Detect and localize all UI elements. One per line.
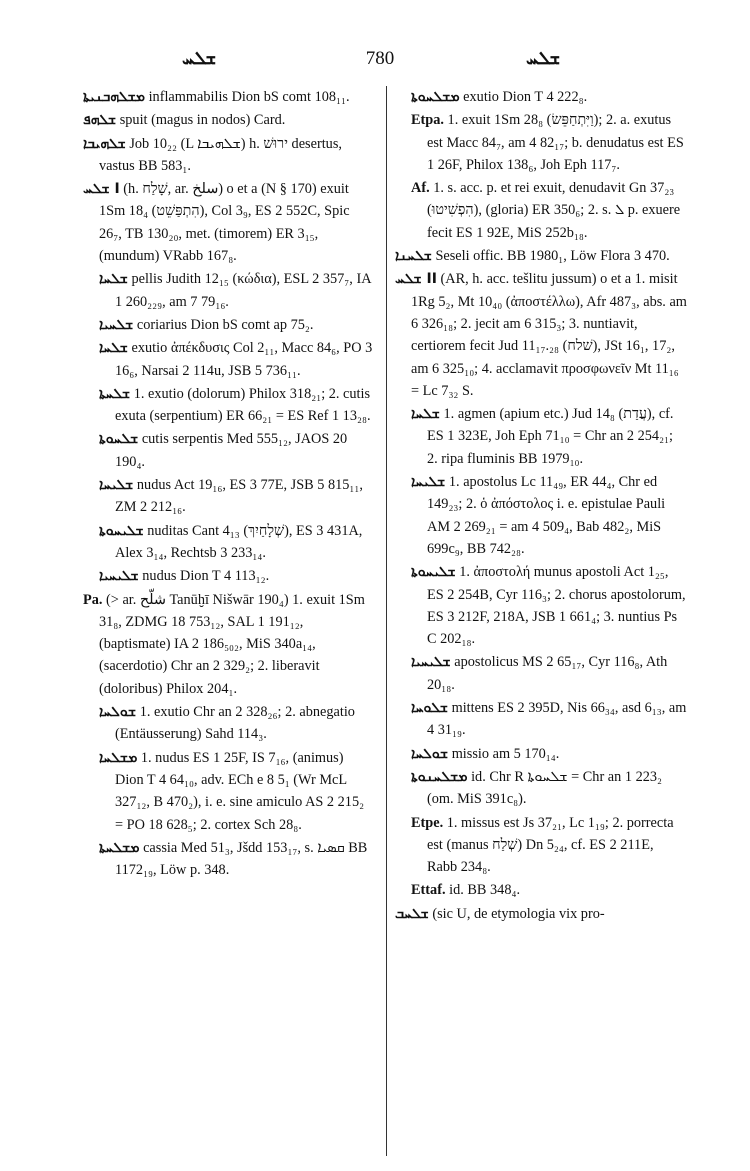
page-number: 780 — [365, 48, 395, 69]
syriac-headword: ܫܠܚܐ — [99, 340, 128, 357]
syriac-headword: ܫܠܚܐ — [99, 271, 128, 288]
column-divider — [386, 86, 387, 1156]
syriac-headword: ܫܠܝܚܐ — [411, 474, 446, 491]
syriac-headword: ܡܫܠܚܬܐ — [99, 839, 140, 856]
syriac-headword: ܡܫܠܚܐ — [99, 749, 138, 766]
dictionary-entry — [99, 565, 373, 587]
entry-text: Job 10₂₂ (L ܫܠܗܝܒܐ) h. ירוּשׁ desertus, vastus BB 583₁. — [99, 135, 342, 174]
syriac-headword: ܫܘܠܚܐ — [99, 704, 137, 721]
dictionary-entry — [99, 268, 373, 313]
entry-text: (sic U, de etymologia vix pro- — [432, 905, 605, 922]
entry-text: missio am 5 170₁₄. — [451, 745, 560, 762]
dictionary-entry — [411, 812, 687, 879]
entry-text: Etpe. 1. missus est Js 37₂₁, Lc 1₁₉; 2. porrecta est (manus שְׁלַח) Dn 5₂₄, cf. ES 2 211E, Rabb 234₈. — [411, 814, 674, 876]
entry-text: pellis Judith 12₁₅ (κώδια), ESL 2 357₇, IA 1 260₂₂₉, am 7 79₁₆. — [115, 271, 371, 310]
dictionary-entry — [411, 403, 687, 470]
running-head-left: ܫܠܚ — [182, 48, 217, 69]
entry-text: Etpa. 1. exuit 1Sm 28₈ (וַיִּתְחַפֵּשׂ); 2. a. exutus est Macc 84₇, am 4 82₁₇; b. denudatus est ES 1 26F, Philox 138₆, Joh Eph 117₇. — [411, 112, 684, 173]
entry-text: Pa. (> ar. شلّح Tanūḫī Nišwār 190₄) 1. exuit 1Sm 31₈, ZDMG 18 753₁₂, SAL 1 191₁₂, (baptismate) IA 2 186₅₀₂, MiS 340a₁₄, (sacerdotio) Chr an 2 329₂; 2. liberavit (doloribus) Philox 204₁. — [83, 591, 365, 697]
entry-text: id. Chr R ܫܠܚܘܬܐ = Chr an 1 223₂ (om. MiS 391c₈). — [427, 768, 662, 808]
syriac-headword: ܡܫܠܚܘܬܐ — [411, 89, 460, 105]
dictionary-entry — [411, 651, 687, 696]
entry-text: apostolicus MS 2 65₁₇, Cyr 116₈, Ath 20₁₈. — [427, 654, 668, 693]
dictionary-entry — [99, 837, 373, 882]
entry-text: exutio Dion T 4 222₈. — [463, 89, 588, 105]
dictionary-entry — [411, 109, 687, 176]
syriac-headword: ܫܠܚܝܐ — [99, 316, 134, 333]
dictionary-entry — [411, 766, 687, 811]
running-head-right: ܫܠܚ — [526, 48, 561, 69]
entry-text: mittens ES 2 395D, Nis 66₃₄, asd 6₁₃, am 4 31₁₉. — [427, 700, 687, 739]
dictionary-entry — [99, 701, 373, 746]
entry-text: nudus Dion T 4 113₁₂. — [142, 568, 270, 585]
entry-text: nudus Act 19₁₆, ES 3 77E, JSB 5 815₁₁, ZM 2 212₁₆. — [115, 477, 363, 516]
syriac-headword: ܫܠܗܝܒܐ — [83, 135, 126, 152]
entry-text: Af. 1. s. acc. p. et rei exuit, denudavit Gn 37₂₃ (הִפְשִׁיטוּ), (gloria) ER 350₆; 2. s. ܠ p. exuere fecit ES 1 92E, MiS 252b₁₈. — [411, 180, 681, 241]
entry-text: 1. apostolus Lc 11₄₉, ER 44₄, Chr ed 149₂₃; 2. ὁ ἀπόστολος i. e. epistulae Pauli AM 2 269₂₁ = am 4 509₄, Bab 482₂, MiS 699c₉, BB 742₂₈. — [427, 474, 666, 557]
entry-text: inflammabilis Dion bS comt 108₁₁. — [148, 89, 350, 105]
dictionary-entry — [99, 314, 373, 336]
dictionary-entry — [99, 474, 373, 519]
dictionary-entry — [411, 743, 687, 765]
syriac-headword: ܫܠܝܚܘܬܐ — [411, 564, 456, 581]
syriac-headword: ܫܠܝܚܐ — [99, 477, 134, 494]
syriac-headword: ܫܠܚܘܬܐ — [99, 431, 139, 448]
entry-text: cassia Med 51₃, Jšdd 153₁₇, s. ܩܣܝܐ BB 1172₁₉, Löw p. 348. — [115, 839, 368, 879]
dictionary-entry — [411, 86, 687, 108]
syriac-headword: ܫܠܝܚܘܬܐ — [99, 522, 144, 539]
entry-text: 1. nudus ES 1 25F, IS 7₁₆, (animus) Dion T 4 64₁₀, adv. ECh e 8 5₁ (Wr McL 327₁₂, B 470₂), i. e. sine amiculo AS 2 215₂ = PO 18 628₅; 2. cortex Sch 28₈. — [115, 749, 365, 833]
dictionary-entry — [83, 133, 373, 178]
left-column — [83, 86, 373, 882]
syriac-headword: ܡܫܠܚܢܘܬܐ — [411, 768, 468, 785]
syriac-headword: ܫܠܚܒ — [395, 905, 429, 922]
syriac-headword: ܫܠܗܦ — [83, 112, 117, 129]
entry-text: spuit (magus in nodos) Card. — [119, 112, 286, 129]
dictionary-entry — [411, 471, 687, 560]
entry-text: exutio ἀπέκδυσις Col 2₁₁, Macc 84₆, PO 3 16₆, Narsai 2 114u, JSB 5 736₁₁. — [115, 340, 373, 379]
right-column — [395, 86, 687, 926]
entry-text: nuditas Cant 4₁₃ (שְׁלָחַיִךְ), ES 3 431A, Alex 3₁₄, Rechtsb 3 233₁₄. — [115, 522, 363, 561]
entry-text: 1. exutio (dolorum) Philox 318₂₁; 2. cutis exuta (serpentium) ER 66₂₁ = ES Ref 1 13₂₈. — [115, 385, 371, 425]
syriac-headword: ܡܫܠܗܒܢܝܬܐ — [83, 89, 145, 105]
syriac-headword: ܫܠܚܢܐ — [395, 248, 432, 265]
dictionary-entry — [83, 589, 373, 700]
dictionary-entry — [411, 879, 687, 901]
syriac-headword: ܫܘܠܚܐ — [411, 745, 449, 762]
entry-text: (AR, h. acc. tešlitu jussum) o et a 1. misit 1Rg 5₂, Mt 10₄₀ (ἀποστέλλω), Afr 487₃, abs. am 6 326₁₈; 2. jecit am 6 315₃; 3. nuntiavit, certiorem fecit Jud 11₁₇.₂₈ (שׁלח), JSt 16₁, 17₂, am 6 325₁₀; 4. acclamavit προσφωνεῖν Mt 11₁₆ = Lc 7₃₂ S. — [411, 271, 687, 399]
syriac-headword: ܫܠܚܐ — [411, 406, 440, 423]
dictionary-entry — [99, 747, 373, 836]
entry-text: coriarius Dion bS comt ap 75₂. — [136, 316, 314, 333]
syriac-headword: ܫܠܝܚܝܐ — [411, 654, 451, 671]
dictionary-entry — [83, 178, 373, 267]
page-header — [60, 48, 700, 78]
entry-text: Seseli offic. BB 1980₁, Löw Flora 3 470. — [435, 248, 670, 265]
dictionary-entry — [395, 245, 687, 267]
dictionary-entry — [411, 177, 687, 244]
syriac-headword: ܫܠܘܚܐ — [411, 700, 448, 717]
dictionary-entry — [99, 520, 373, 565]
dictionary-entry — [83, 86, 373, 108]
dictionary-entry — [411, 561, 687, 650]
dictionary-entry — [99, 428, 373, 473]
dictionary-entry — [99, 337, 373, 382]
entry-text: 1. ἀποστολή munus apostoli Act 1₂₅, ES 2 254B, Cyr 116₃; 2. chorus apostolorum, ES 3 212F, 218A, JSB 1 661₄; 3. nuntius Ps C 202₁₈. — [427, 564, 686, 648]
dictionary-entry — [395, 268, 687, 402]
entry-text: (h. שָׁלַח, ar. سلخ) o et a (N § 170) exuit 1Sm 18₄ (הִתְפַּשֵׁט), Col 3₉, ES 2 552C, Spic 26₇, TB 130₂₀, met. (timorem) ER 3₁₅, (mundum) VRabb 167₈. — [99, 181, 350, 265]
dictionary-entry — [83, 109, 373, 131]
entry-text: 1. exutio Chr an 2 328₂₆; 2. abnegatio (Entäusserung) Sahd 114₃. — [115, 704, 355, 743]
dictionary-entry — [395, 903, 687, 925]
entry-text: 1. agmen (apium etc.) Jud 14₈ (עֲדַת), cf. ES 1 323E, Joh Eph 71₁₀ = Chr an 2 254₂₁; 2. ripa fluminis BB 1979₁₀. — [427, 406, 674, 467]
entry-text: Ettaf. id. BB 348₄. — [411, 882, 521, 899]
entry-text: cutis serpentis Med 555₁₂, JAOS 20 190₄. — [115, 431, 348, 470]
syriac-headword: I ܫܠܚ — [83, 181, 120, 198]
dictionary-entry — [411, 697, 687, 742]
syriac-headword: ܫܠܚܬܐ — [99, 385, 131, 402]
dictionary-entry — [99, 383, 373, 428]
syriac-headword: II ܫܠܚ — [395, 271, 437, 288]
syriac-headword: ܫܠܝܚܝܐ — [99, 568, 139, 585]
